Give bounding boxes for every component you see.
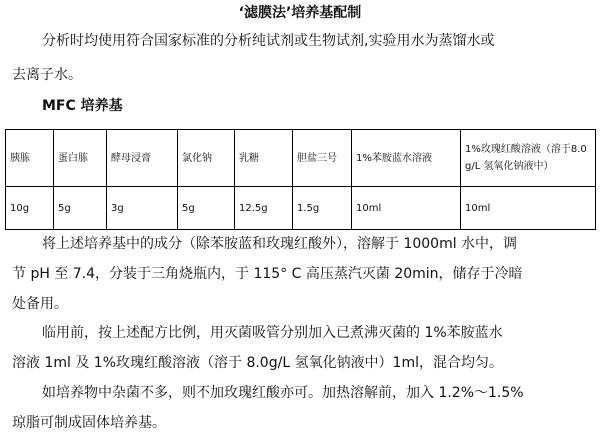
table-row: [6, 187, 596, 230]
header-cell-bile-salts: 胆盐三号: [293, 130, 352, 187]
value-cell-tryptone: 10g: [6, 187, 54, 230]
header-cell-tryptone: 胰胨: [6, 130, 54, 187]
paragraph-2-line-2: 溶液 1ml 及 1%玫瑰红酸溶液（溶于 8.0g/L 氢氧化钠液中）1ml，混合均匀。: [12, 355, 503, 371]
paragraph-1-line-2: 节 pH 至 7.4，分装于三角烧瓶内，于 115° C 高压蒸汽灭菌 20min，储存于冷暗: [12, 266, 523, 282]
value-cell-lactose: 12.5g: [235, 187, 293, 230]
header-cell-rosolic-acid: 1%玫瑰红酸溶液（溶于8.0g/L 氢氧化钠液中）: [461, 130, 596, 187]
value-cell-aniline-blue: 10ml: [352, 187, 461, 230]
paragraph-2-line-1: 临用前，按上述配方比例，用灭菌吸管分别加入已煮沸灭菌的 1%苯胺蓝水: [42, 325, 503, 341]
value-cell-sodium-chloride: 5g: [178, 187, 235, 230]
value-cell-peptone: 5g: [54, 187, 107, 230]
page-title: ‘滤膜法’培养基配制: [238, 5, 362, 21]
value-cell-rosolic-acid: 10ml: [461, 187, 596, 230]
header-cell-peptone: 蛋白胨: [54, 130, 107, 187]
intro-line-2: 去离子水。: [12, 67, 82, 83]
value-cell-bile-salts: 1.5g: [293, 187, 352, 230]
paragraph-3-line-2: 琼脂可制成固体培养基。: [12, 415, 166, 431]
header-cell-sodium-chloride: 氯化钠: [178, 130, 235, 187]
paragraph-1-line-3: 处备用。: [12, 296, 68, 312]
paragraph-1-line-1: 将上述培养基中的成分（除苯胺蓝和玫瑰红酸外），溶解于 1000ml 水中，调: [42, 236, 518, 252]
header-cell-lactose: 乳糖: [235, 130, 293, 187]
ingredient-table: [5, 129, 596, 230]
header-cell-aniline-blue: 1%苯胺蓝水溶液: [352, 130, 461, 187]
header-cell-yeast-extract: 酵母浸膏: [107, 130, 178, 187]
value-cell-yeast-extract: 3g: [107, 187, 178, 230]
table-header-row: [6, 130, 596, 187]
intro-line-1: 分析时均使用符合国家标准的分析纯试剂或生物试剂,实验用水为蒸馏水或: [42, 33, 495, 49]
paragraph-3-line-1: 如培养物中杂菌不多，则不加玫瑰红酸亦可。加热溶解前，加入 1.2%～1.5%: [42, 385, 524, 401]
section-heading: MFC 培养基: [42, 98, 123, 114]
